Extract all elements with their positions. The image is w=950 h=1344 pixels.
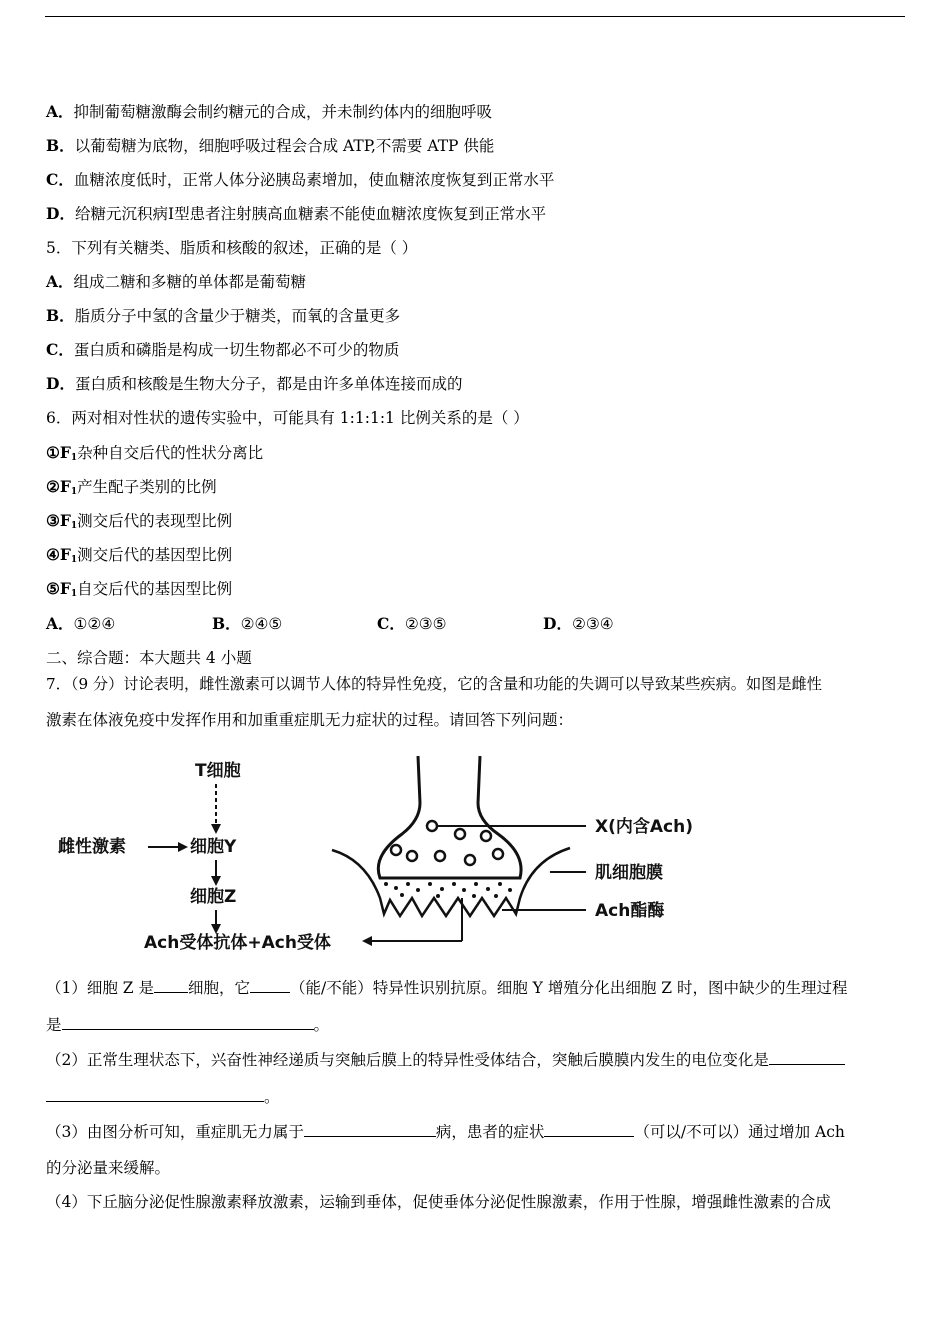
option-b: B．以葡萄糖为底物，细胞呼吸过程会合成 ATP,不需要 ATP 供能 <box>46 136 495 155</box>
option-d: D．给糖元沉积病Ⅰ型患者注射胰高血糖素不能使血糖浓度恢复到正常水平 <box>46 204 547 223</box>
muscle-cell-membrane-shape <box>332 848 570 916</box>
answer-blank[interactable] <box>544 1121 634 1137</box>
q6-choice-d: D．②③④ <box>543 614 614 633</box>
hormone-label: 雌性激素 <box>58 837 126 857</box>
arrow-head <box>362 936 372 946</box>
t-cell-label: T细胞 <box>195 761 241 781</box>
q6-item-5: $⑤F_1$自交后代的基因型比例 <box>46 579 233 599</box>
header-rule <box>45 16 905 17</box>
option-a: A．抑制葡萄糖激酶会制约糖元的合成，并未制约体内的细胞呼吸 <box>46 102 493 121</box>
answer-blank[interactable] <box>154 977 188 993</box>
antibody-label: Ach受体抗体+Ach受体 <box>144 933 331 953</box>
q7-part1-line2: 是 。 <box>46 1016 330 1034</box>
q7-part1-line1: （1）细胞 Z 是 细胞，它 （能/不能）特异性识别抗原。细胞 Y 增殖分化出细胞 Z 时，图中缺少的生理过程 <box>46 979 848 997</box>
q7-part2-line1: （2）正常生理状态下，兴奋性神经递质与突触后膜上的特异性受体结合，突触后膜膜内发生的电位变化是 <box>46 1049 845 1070</box>
option-c: C．血糖浓度低时，正常人体分泌胰岛素增加，使血糖浓度恢复到正常水平 <box>46 170 555 189</box>
q6-choice-c: C．②③⑤ <box>377 614 447 633</box>
q7-part2-line2: 。 <box>46 1086 280 1107</box>
q6-item-1: $①F_1$杂种自交后代的性状分离比 <box>46 443 264 463</box>
section-heading: 二、综合题：本大题共 4 小题 <box>46 649 252 667</box>
answer-blank[interactable] <box>62 1014 314 1030</box>
q7-part3-line2: 的分泌量来缓解。 <box>46 1159 171 1177</box>
q5-option-c: C．蛋白质和磷脂是构成一切生物都必不可少的物质 <box>46 340 400 359</box>
arrow-head <box>211 824 221 834</box>
q5-stem: 5．下列有关糖类、脂质和核酸的叙述，正确的是（ ） <box>46 239 418 257</box>
q6-item-3: $③F_1$测交后代的表现型比例 <box>46 511 233 531</box>
ach-particles <box>384 882 512 898</box>
q7-stem-line2: 激素在体液免疫中发挥作用和加重重症肌无力症状的过程。请回答下列问题： <box>46 711 574 729</box>
answer-blank[interactable] <box>304 1121 436 1137</box>
vesicle-x-label: X(内含Ach) <box>595 817 693 837</box>
q6-stem: 6．两对相对性状的遗传实验中，可能具有 1:1:1:1 比例关系的是（ ） <box>46 409 529 427</box>
answer-blank[interactable] <box>769 1049 845 1065</box>
answer-blank[interactable] <box>46 1086 264 1102</box>
q6-choice-a: A．①②④ <box>46 614 116 633</box>
enzyme-label: Ach酯酶 <box>595 901 665 921</box>
q7-part3-line1: （3）由图分析可知，重症肌无力属于 病，患者的症状 （可以/不可以）通过增加 Ach <box>46 1123 845 1141</box>
q5-option-b: B．脂质分子中氢的含量少于糖类，而氧的含量更多 <box>46 306 401 325</box>
answer-blank[interactable] <box>250 977 290 993</box>
arrow-head <box>211 876 221 886</box>
q5-option-d: D．蛋白质和核酸是生物大分子，都是由许多单体连接而成的 <box>46 374 463 393</box>
q6-item-4: $④F_1$测交后代的基因型比例 <box>46 545 233 565</box>
q7-stem-line1: 7．（9 分）讨论表明，雌性激素可以调节人体的特异性免疫，它的含量和功能的失调可以导致某些疾病。如图是雌性 <box>46 675 822 693</box>
cell-z-label: 细胞Z <box>190 887 237 907</box>
q7-part4-line1: （4）下丘脑分泌促性腺激素释放激素，运输到垂体，促使垂体分泌促性腺激素，作用于性腺，增强雌性激素的合成 <box>46 1193 831 1211</box>
synapse-immunity-diagram <box>50 748 730 958</box>
q5-option-a: A．组成二糖和多糖的单体都是葡萄糖 <box>46 272 307 291</box>
arrow-head <box>178 842 188 852</box>
q6-item-2: $②F_1$产生配子类别的比例 <box>46 477 217 497</box>
membrane-label: 肌细胞膜 <box>595 863 663 883</box>
cell-y-label: 细胞Y <box>190 837 237 857</box>
q6-choice-b: B．②④⑤ <box>212 614 283 633</box>
